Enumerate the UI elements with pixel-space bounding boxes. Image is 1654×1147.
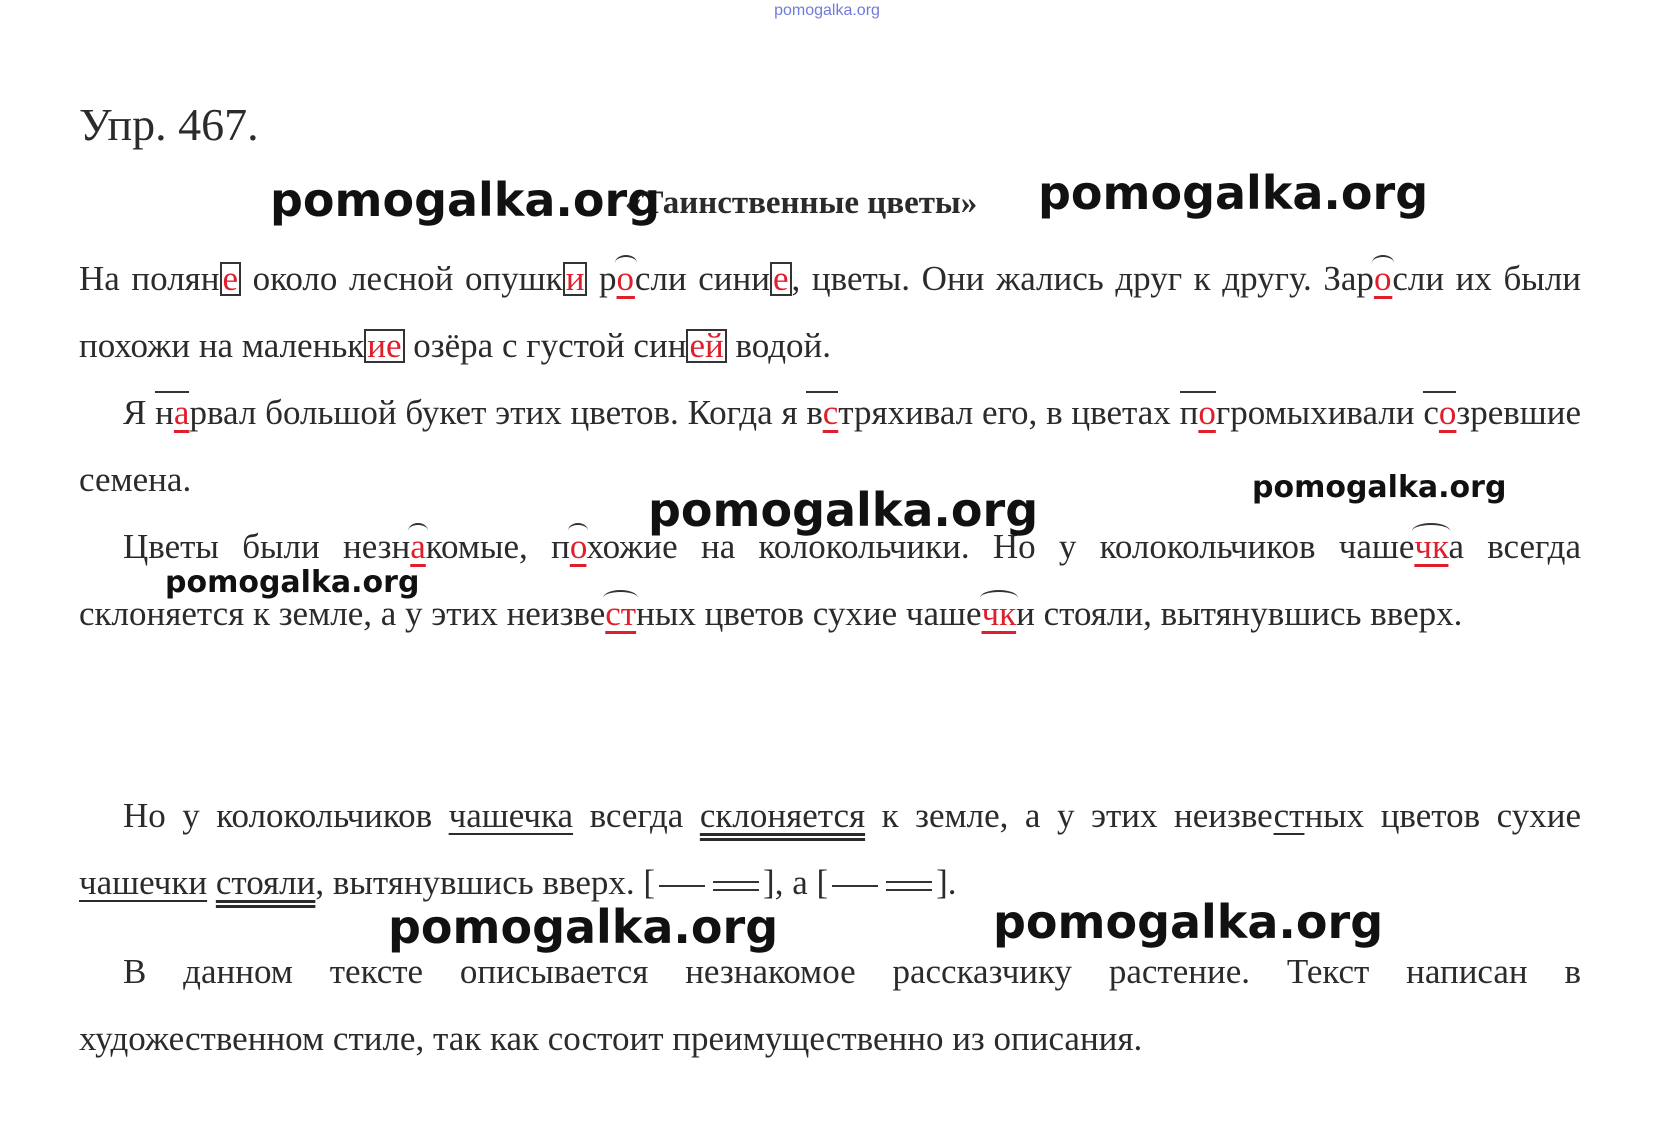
- watermark: pomogalka.org: [165, 565, 420, 600]
- text-fragment: ных цветов сухие чаше: [636, 594, 982, 633]
- scheme-predicate-line: [886, 881, 932, 891]
- text-fragment: Я: [123, 393, 156, 432]
- root-vowel-mark: о: [616, 259, 635, 298]
- watermark: pomogalka.org: [270, 173, 661, 227]
- text-fragment: ].: [936, 863, 957, 902]
- text-fragment: ], а [: [763, 863, 829, 902]
- text-fragment: рвал большой букет этих цветов. Когда я: [189, 393, 807, 432]
- text-fragment: к земле, а у этих неизве: [865, 796, 1274, 835]
- root-consonant-mark: ст: [605, 594, 637, 633]
- paragraph-5-conclusion: В данном тексте описывается незнакомое рассказчику растение. Текст написан в художественном стиле, так как состоит преимущественно из описания.: [79, 952, 1581, 1058]
- prefix-vowel: о: [1198, 393, 1216, 432]
- exercise-title: Упр. 467.: [79, 99, 259, 150]
- text-fragment: озёра с густой син: [404, 326, 687, 365]
- text-fragment: всегда: [573, 796, 700, 835]
- ending-mark: е: [770, 262, 792, 296]
- text-fragment: громыхивали: [1215, 393, 1424, 432]
- watermark: pomogalka.org: [388, 900, 779, 954]
- text-fragment: Но у колокольчиков: [123, 796, 449, 835]
- root-vowel-mark: о: [569, 527, 587, 566]
- ending-mark: ие: [364, 329, 404, 363]
- text-title: «Таинственные цветы»: [625, 185, 978, 221]
- site-header-watermark: pomogalka.org: [774, 2, 880, 19]
- root-consonant-mark: ст: [1273, 796, 1305, 835]
- prefix-vowel: о: [1438, 393, 1457, 432]
- text-fragment: и стояли, вытянувшись вверх.: [1016, 594, 1463, 633]
- root-vowel-mark: а: [410, 527, 426, 566]
- prefix-vowel: с: [822, 393, 839, 432]
- prefix-mark: на: [155, 393, 190, 432]
- ending-mark: е: [220, 262, 242, 296]
- watermark: pomogalka.org: [1252, 470, 1507, 505]
- subject-word: чашечка: [448, 796, 574, 835]
- text-fragment: комые, п: [425, 527, 570, 566]
- text-fragment: р: [587, 259, 617, 298]
- text-fragment: зревшие семена.: [79, 393, 1582, 499]
- prefix-mark: со: [1423, 393, 1457, 432]
- text-fragment: сли сини: [634, 259, 770, 298]
- text-fragment: Цветы были незн: [123, 527, 411, 566]
- text-fragment: , цветы. Они жались друг к другу. Зар: [791, 259, 1374, 298]
- suffix-mark: чк: [1414, 527, 1449, 566]
- text-fragment: хожие на колокольчики. Но у колокольчиков чаше: [586, 527, 1415, 566]
- watermark: pomogalka.org: [1038, 166, 1429, 220]
- text-fragment: тряхивал его, в цветах: [838, 393, 1180, 432]
- root-vowel-mark: о: [1373, 259, 1393, 298]
- text-fragment: [207, 863, 216, 902]
- suffix-mark: чк: [981, 594, 1017, 633]
- prefix-mark: по: [1179, 393, 1216, 432]
- text-fragment: На полян: [79, 259, 220, 298]
- ending-mark: ей: [686, 329, 726, 363]
- scheme-subject-line: [832, 885, 878, 887]
- watermark: pomogalka.org: [993, 895, 1384, 949]
- ending-mark: и: [563, 262, 588, 296]
- text-fragment: ных цветов сухие: [1304, 796, 1581, 835]
- text-fragment: а всегда склоняется к земле, а у этих неизве: [79, 527, 1582, 633]
- predicate-word: склоняется: [699, 796, 866, 835]
- subject-word: чашечки: [79, 863, 208, 902]
- text-fragment: водой.: [726, 326, 832, 365]
- predicate-word: стояли: [215, 863, 316, 902]
- text-fragment: сли их были похожи на маленьк: [79, 259, 1582, 365]
- text-fragment: , вытянувшись вверх. [: [315, 863, 656, 902]
- scheme-predicate-line: [713, 881, 759, 891]
- prefix-vowel: а: [173, 393, 190, 432]
- prefix-mark: вс: [806, 393, 839, 432]
- text-fragment: около лесной опушк: [241, 259, 563, 298]
- watermark: pomogalka.org: [648, 483, 1039, 537]
- scheme-subject-line: [659, 885, 705, 887]
- paragraph-1: [79, 245, 1581, 379]
